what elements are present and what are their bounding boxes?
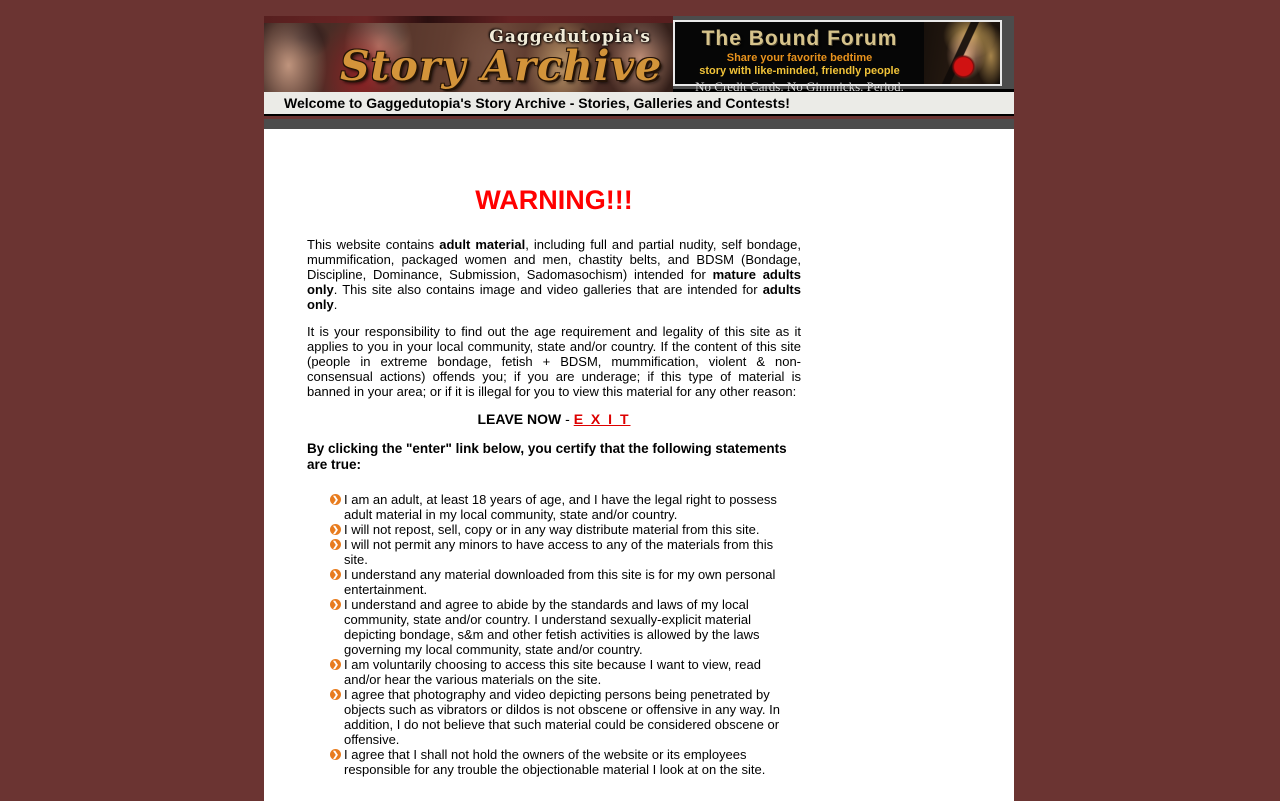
list-item — [330, 687, 800, 747]
forum-banner-line2: story with like-minded, friendly people — [699, 65, 900, 77]
header — [264, 16, 1014, 92]
list-item-text: I will not repost, sell, copy or in any way distribute material from this site. — [344, 522, 760, 537]
arrow-bullet-icon: ❯ — [330, 599, 341, 610]
arrow-bullet-icon: ❯ — [330, 569, 341, 580]
site-banner-top-strip — [264, 16, 673, 23]
arrow-bullet-icon: ❯ — [330, 659, 341, 670]
arrow-bullet-icon: ❯ — [330, 749, 341, 760]
list-item — [330, 747, 800, 777]
bound-forum-banner-ad[interactable] — [673, 20, 1002, 94]
list-item — [330, 567, 800, 597]
site-title-text: Story Archive — [340, 42, 663, 90]
list-item-text: I understand and agree to abide by the standards and laws of my local community, state and/or country. I understand sexually-explicit material depicting bondage, s&m and other fetish activities is allowed by the laws governing my local community, state and/or country. — [344, 597, 760, 657]
intro-bold-adult-material: adult material — [439, 237, 526, 252]
intro-bold-mature-adults: mature adults only — [307, 267, 801, 297]
list-item — [330, 597, 800, 657]
forum-banner-text — [675, 22, 924, 94]
certify-statement-list — [307, 492, 801, 777]
arrow-bullet-icon: ❯ — [330, 689, 341, 700]
forum-banner-line1: Share your favorite bedtime — [726, 52, 873, 64]
page-column — [264, 16, 1014, 801]
intro-text-4: . — [333, 297, 338, 312]
warning-heading: WARNING!!! — [475, 185, 633, 215]
content-top-divider — [264, 119, 1014, 129]
list-item-text: I will not permit any minors to have access to any of the materials from this site. — [344, 537, 774, 567]
intro-text-2: , including full and partial nudity, self bondage, mummification, packaged women and men, chastity belts, and BDSM (Bondage, Discipline, Dominance, Submission, Sadomasochism) intended for — [307, 237, 801, 282]
arrow-bullet-icon: ❯ — [330, 524, 341, 535]
list-item-text: I agree that photography and video depicting persons being penetrated by objects such as vibrators or dildos is not obscene or offensive in any way. In addition, I do not believe that such material could be considered obscene or offensive. — [344, 687, 780, 747]
arrow-bullet-icon: ❯ — [330, 494, 341, 505]
forum-banner-title: The Bound Forum — [701, 27, 898, 50]
site-brand-text: Gaggedutopia's — [489, 27, 651, 47]
list-item — [330, 657, 800, 687]
list-item — [330, 537, 800, 567]
content-column — [307, 185, 801, 777]
list-item-text: I am an adult, at least 18 years of age, and I have the legal right to possess adult material in my local community, state and/or country. — [344, 492, 777, 522]
leave-now-line — [307, 411, 801, 427]
list-item — [330, 522, 800, 537]
welcome-bar — [264, 92, 1014, 116]
leave-now-label: LEAVE NOW — [477, 411, 562, 427]
intro-text-3: . This site also contains image and video galleries that are intended for — [333, 282, 763, 297]
exit-link[interactable]: E X I T — [573, 411, 631, 427]
forum-banner-photo — [924, 22, 1000, 84]
leave-now-separator: - — [561, 411, 574, 427]
responsibility-paragraph: It is your responsibility to find out the age requirement and legality of this site as it applies to you in your local community, state and/or country. If the content of this site (people in extreme bondage, fetish + BDSM, mummification, violent & non-consensual actions) offends you; if you are underage; if this type of material is banned in your area; or if it is illegal for you to view this material for any other reason: — [307, 324, 801, 399]
list-item-text: I understand any material downloaded from this site is for my own personal entertainment. — [344, 567, 776, 597]
list-item-text: I agree that I shall not hold the owners of the website or its employees responsible for any trouble the objectionable material I look at on the site. — [344, 747, 766, 777]
list-item-text: I am voluntarily choosing to access this site because I want to view, read and/or hear the various materials on the site. — [344, 657, 761, 687]
forum-banner-line3: No Credit Cards. No Gimmicks. Period. — [695, 79, 904, 94]
site-banner[interactable] — [264, 16, 673, 92]
content-area — [264, 119, 1014, 801]
list-item — [330, 492, 800, 522]
welcome-bar-text: Welcome to Gaggedutopia's Story Archive - Stories, Galleries and Contests! — [284, 95, 790, 111]
arrow-bullet-icon: ❯ — [330, 539, 341, 550]
intro-paragraph — [307, 237, 801, 312]
certify-heading: By clicking the "enter" link below, you certify that the following statements are true: — [307, 441, 787, 472]
intro-bold-adults-only: adults only — [307, 282, 801, 312]
intro-text-1: This website contains — [307, 237, 440, 252]
